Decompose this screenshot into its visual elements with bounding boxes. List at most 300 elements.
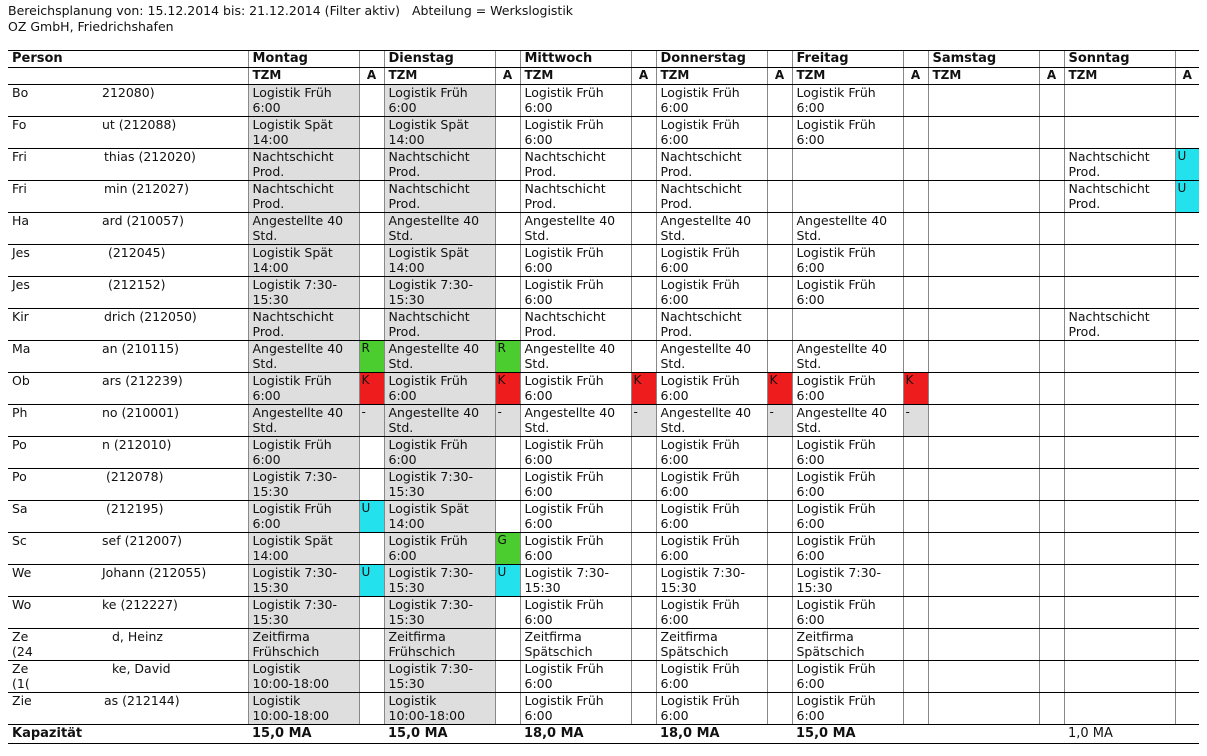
person-name-end: ard (210057) [102,212,184,228]
shift-cell [384,244,495,276]
shift-time: 6:00 [796,548,825,563]
shift-name: Zeitfirma [796,628,854,644]
shift-time: 6:00 [796,452,825,467]
person-name-end: n (212010) [102,436,172,452]
shift-time: 6:00 [796,100,825,115]
absence-cell [1175,628,1199,660]
shift-time: 15:30 [388,580,425,595]
shift-time: Frühschich [252,644,320,659]
shift-name: Nachtschicht [524,308,606,324]
shift-cell [520,436,631,468]
absence-cell [1039,244,1064,276]
absence-cell [495,564,520,596]
absence-header: A [767,68,792,85]
shift-name: Logistik 7:30- [252,564,337,580]
shift-name: Nachtschicht [388,180,470,196]
shift-cell [384,308,495,340]
shift-name: Logistik Früh [796,468,876,484]
shift-name: Nachtschicht [524,148,606,164]
absence-cell [1175,436,1199,468]
person-name [12,501,246,517]
shift-cell [520,212,631,244]
shift-time: 6:00 [388,452,417,467]
absence-flag: K [768,373,792,404]
shift-cell [520,372,631,404]
absence-cell [631,116,656,148]
absence-cell [1039,468,1064,500]
absence-cell [631,468,656,500]
table-row [8,276,1199,308]
shift-time: 15:30 [388,484,425,499]
shift-time: Prod. [660,164,693,179]
shift-name: Angestellte 40 [388,212,480,228]
shift-cell [384,276,495,308]
report-title: Bereichsplanung von: 15.12.2014 bis: 21.12.2014 (Filter aktiv) Abteilung = Werkslogistik [8,3,574,18]
person-name [12,533,246,549]
absence-cell [1175,276,1199,308]
shift-cell [520,500,631,532]
shift-time: 6:00 [796,484,825,499]
shift-time: Prod. [1068,196,1101,211]
absence-cell [359,532,384,564]
table-row [8,436,1199,468]
shift-name: Zeitfirma [524,628,582,644]
absence-flag: - [496,405,520,436]
absence-cell [359,564,384,596]
absence-cell [1175,404,1199,436]
absence-cell [903,212,928,244]
day-header-spacer-4 [903,51,928,68]
shift-name: Logistik 7:30- [388,468,473,484]
shift-name: Angestellte 40 [524,404,616,420]
shift-cell [656,468,767,500]
person-name-start: Sc [12,532,27,548]
shift-cell [248,180,359,212]
shift-time: 6:00 [660,548,689,563]
absence-cell [359,308,384,340]
person-cell [8,372,248,404]
absence-cell [495,468,520,500]
shift-time: Spätschich [796,644,865,659]
absence-cell [631,564,656,596]
absence-cell [903,660,928,692]
shift-time: Std. [388,228,414,243]
shift-name: Logistik Früh [660,84,740,100]
table-row [8,116,1199,148]
shift-time: Spätschich [660,644,729,659]
table-row [8,692,1199,724]
shift-time: Prod. [252,196,285,211]
absence-cell [495,180,520,212]
absence-cell [1039,340,1064,372]
absence-cell [767,276,792,308]
redaction-mask [36,181,104,196]
shift-cell [520,84,631,116]
shift-cell [928,244,1039,276]
shift-cell [792,436,903,468]
shift-name: Logistik Spät [388,500,469,516]
shift-time: 6:00 [524,708,553,723]
absence-cell [359,340,384,372]
tzm-header: TZM [1064,68,1175,85]
absence-cell [767,180,792,212]
shift-name: Logistik Früh [796,500,876,516]
shift-time: Spätschich [524,644,593,659]
shift-name: Logistik Früh [252,84,332,100]
person-name-end: d, Heinz [112,628,163,644]
absence-cell [631,660,656,692]
absence-flag: U [1176,181,1200,212]
capacity-value: 15,0 MA [384,724,520,743]
shift-name: Logistik Früh [796,692,876,708]
shift-cell [248,692,359,724]
shift-cell [384,532,495,564]
absence-flag: U [360,501,384,532]
absence-cell [767,564,792,596]
shift-cell [384,436,495,468]
absence-cell [1175,340,1199,372]
shift-name: Nachtschicht [388,308,470,324]
absence-cell [495,628,520,660]
shift-name: Logistik Früh [796,532,876,548]
person-name-end: (212045) [104,244,166,260]
person-name-end: ke, David [112,660,171,676]
shift-name: Angestellte 40 [660,404,752,420]
absence-cell [903,468,928,500]
shift-name: Logistik Früh [524,436,604,452]
shift-cell [520,308,631,340]
shift-cell [792,628,903,660]
absence-cell [495,84,520,116]
person-subheader [8,68,248,85]
person-id-fragment: (1( [12,676,30,691]
person-cell [8,404,248,436]
shift-time: 6:00 [524,676,553,691]
absence-cell [495,436,520,468]
shift-time: 15:30 [252,612,289,627]
shift-cell [928,692,1039,724]
shift-cell [928,340,1039,372]
redaction-mask [28,629,112,644]
absence-cell [359,596,384,628]
shift-cell [1064,148,1175,180]
shift-time: Std. [252,228,278,243]
shift-cell [520,532,631,564]
absence-cell [767,84,792,116]
absence-flag: U [1176,149,1200,180]
shift-name: Logistik Früh [660,596,740,612]
absence-cell [631,404,656,436]
redaction-mask [36,277,104,292]
shift-name: Logistik Spät [252,116,333,132]
person-name [12,597,246,613]
capacity-value: 18,0 MA [656,724,792,743]
shift-name: Nachtschicht [1068,308,1150,324]
day-header-4: Freitag [792,51,903,68]
shift-cell [792,500,903,532]
absence-cell [631,596,656,628]
shift-time: 14:00 [388,132,425,147]
shift-name: Angestellte 40 [252,340,344,356]
shift-cell [1064,660,1175,692]
absence-cell [903,372,928,404]
shift-cell [248,212,359,244]
shift-cell [248,308,359,340]
shift-time: 6:00 [660,484,689,499]
shift-name: Logistik Früh [796,84,876,100]
person-cell [8,436,248,468]
shift-cell [520,692,631,724]
shift-cell [520,596,631,628]
table-row [8,532,1199,564]
shift-name: Logistik Spät [388,244,469,260]
shift-cell [520,116,631,148]
absence-cell [631,500,656,532]
person-name [12,661,246,677]
table-row [8,148,1199,180]
shift-time: 15:30 [252,484,289,499]
shift-name: Logistik Früh [796,276,876,292]
shift-cell [1064,404,1175,436]
redaction-mask [28,533,102,548]
shift-cell [792,244,903,276]
shift-time: 6:00 [252,100,281,115]
person-cell [8,500,248,532]
shift-time: 6:00 [524,388,553,403]
shift-name: Angestellte 40 [796,212,888,228]
shift-time: Prod. [524,324,557,339]
absence-cell [767,148,792,180]
absence-cell [1175,500,1199,532]
shift-cell [928,628,1039,660]
absence-cell [767,660,792,692]
absence-cell [903,308,928,340]
shift-cell [1064,532,1175,564]
shift-name: Logistik Früh [660,468,740,484]
person-cell [8,148,248,180]
shift-time: Frühschich [388,644,456,659]
day-header-5: Samstag [928,51,1039,68]
shift-cell [656,308,767,340]
absence-cell [1175,468,1199,500]
person-name [12,565,246,581]
redaction-mask [36,245,104,260]
shift-cell [520,628,631,660]
shift-cell [792,212,903,244]
shift-name: Logistik [388,692,437,708]
shift-name: Logistik 7:30- [252,468,337,484]
shift-name: Logistik 7:30- [252,276,337,292]
absence-cell [1039,84,1064,116]
absence-flag: K [904,373,928,404]
shift-cell [792,692,903,724]
shift-cell [520,148,631,180]
shift-time: 6:00 [660,132,689,147]
shift-time: 6:00 [524,548,553,563]
shift-time: Std. [796,356,822,371]
person-name [12,405,246,421]
shift-name: Logistik Früh [524,660,604,676]
absence-flag: K [360,373,384,404]
absence-cell [903,84,928,116]
person-name-start: We [12,564,32,580]
person-cell [8,84,248,116]
absence-cell [903,116,928,148]
shift-time: 6:00 [796,260,825,275]
absence-cell [631,308,656,340]
shift-time: 6:00 [796,292,825,307]
shift-cell [792,660,903,692]
person-name-end: ut (212088) [102,116,177,132]
person-cell [8,628,248,660]
absence-cell [1039,180,1064,212]
shift-name: Logistik Früh [660,660,740,676]
redaction-mask [28,213,102,228]
absence-cell [767,116,792,148]
shift-cell [792,116,903,148]
shift-name: Nachtschicht [252,180,334,196]
shift-cell [384,340,495,372]
absence-cell [1175,116,1199,148]
shift-name: Logistik Früh [660,532,740,548]
absence-cell [1039,660,1064,692]
shift-name: Angestellte 40 [524,340,616,356]
shift-cell [656,404,767,436]
person-name [12,629,246,645]
shift-time: Prod. [660,324,693,339]
person-name-start: Ze [12,660,29,676]
shift-name: Logistik Früh [660,116,740,132]
shift-name: Nachtschicht [388,148,470,164]
shift-name: Logistik Früh [660,436,740,452]
shift-time: 15:30 [796,580,833,595]
shift-cell [792,276,903,308]
redaction-mask [28,597,102,612]
capacity-value: 1,0 MA [1064,724,1199,743]
shift-cell [384,692,495,724]
shift-time: 6:00 [796,132,825,147]
shift-cell [928,532,1039,564]
shift-cell [656,84,767,116]
person-cell [8,468,248,500]
person-name-start: Fo [12,116,27,132]
absence-cell [903,404,928,436]
absence-cell [767,436,792,468]
redaction-mask [28,437,102,452]
shift-name: Logistik 7:30- [388,276,473,292]
shift-name: Nachtschicht [660,148,742,164]
shift-cell [520,564,631,596]
absence-cell [1039,116,1064,148]
shift-cell [928,468,1039,500]
shift-cell [248,564,359,596]
shift-cell [520,340,631,372]
shift-cell [792,148,903,180]
shift-cell [1064,84,1175,116]
person-name-start: Po [12,468,27,484]
shift-name: Logistik Spät [252,244,333,260]
shift-time: 6:00 [524,612,553,627]
shift-cell [248,244,359,276]
shift-name: Logistik Früh [252,436,332,452]
absence-cell [1175,148,1199,180]
shift-name: Logistik 7:30- [660,564,745,580]
shift-time: Prod. [660,196,693,211]
redaction-mask [36,309,104,324]
shift-time: 14:00 [388,260,425,275]
shift-time: 6:00 [524,260,553,275]
shift-time: Std. [796,228,822,243]
table-row [8,212,1199,244]
shift-cell [384,660,495,692]
absence-flag: - [632,405,656,436]
redaction-mask [28,341,102,356]
person-name-end: ars (212239) [102,372,183,388]
shift-time: 6:00 [796,612,825,627]
absence-cell [631,180,656,212]
absence-cell [767,244,792,276]
absence-flag: R [360,341,384,372]
shift-time: Prod. [252,164,285,179]
shift-cell [1064,372,1175,404]
shift-cell [656,180,767,212]
shift-cell [792,308,903,340]
shift-time: Prod. [524,164,557,179]
shift-cell [384,212,495,244]
tzm-header: TZM [928,68,1039,85]
shift-cell [384,116,495,148]
shift-cell [384,148,495,180]
absence-cell [495,372,520,404]
shift-cell [384,596,495,628]
shift-time: Prod. [524,196,557,211]
shift-time: 6:00 [796,388,825,403]
shift-name: Nachtschicht [660,180,742,196]
absence-cell [903,532,928,564]
shift-cell [928,372,1039,404]
person-name-start: Ze [12,628,29,644]
shift-name: Logistik Früh [524,116,604,132]
absence-header: A [359,68,384,85]
tzm-header: TZM [384,68,495,85]
person-name-end: (212195) [102,500,164,516]
shift-time: 10:00-18:00 [252,708,330,723]
shift-name: Logistik Früh [660,372,740,388]
table-row [8,628,1199,660]
absence-flag: G [496,533,520,564]
shift-cell [656,212,767,244]
shift-time: Std. [660,420,686,435]
shift-cell [248,404,359,436]
shift-time: Prod. [1068,164,1101,179]
person-name-end: min (212027) [104,180,190,196]
person-name [12,181,246,197]
capacity-value [928,724,1064,743]
shift-time: Std. [660,228,686,243]
person-name-end: ke (212227) [102,596,178,612]
shift-cell [656,532,767,564]
shift-cell [248,276,359,308]
person-name [12,373,246,389]
redaction-mask [28,565,102,580]
shift-cell [384,468,495,500]
absence-cell [903,244,928,276]
shift-time: Std. [660,356,686,371]
shift-time: 6:00 [796,676,825,691]
shift-cell [384,404,495,436]
person-name [12,85,246,101]
day-header-spacer-6 [1175,51,1199,68]
